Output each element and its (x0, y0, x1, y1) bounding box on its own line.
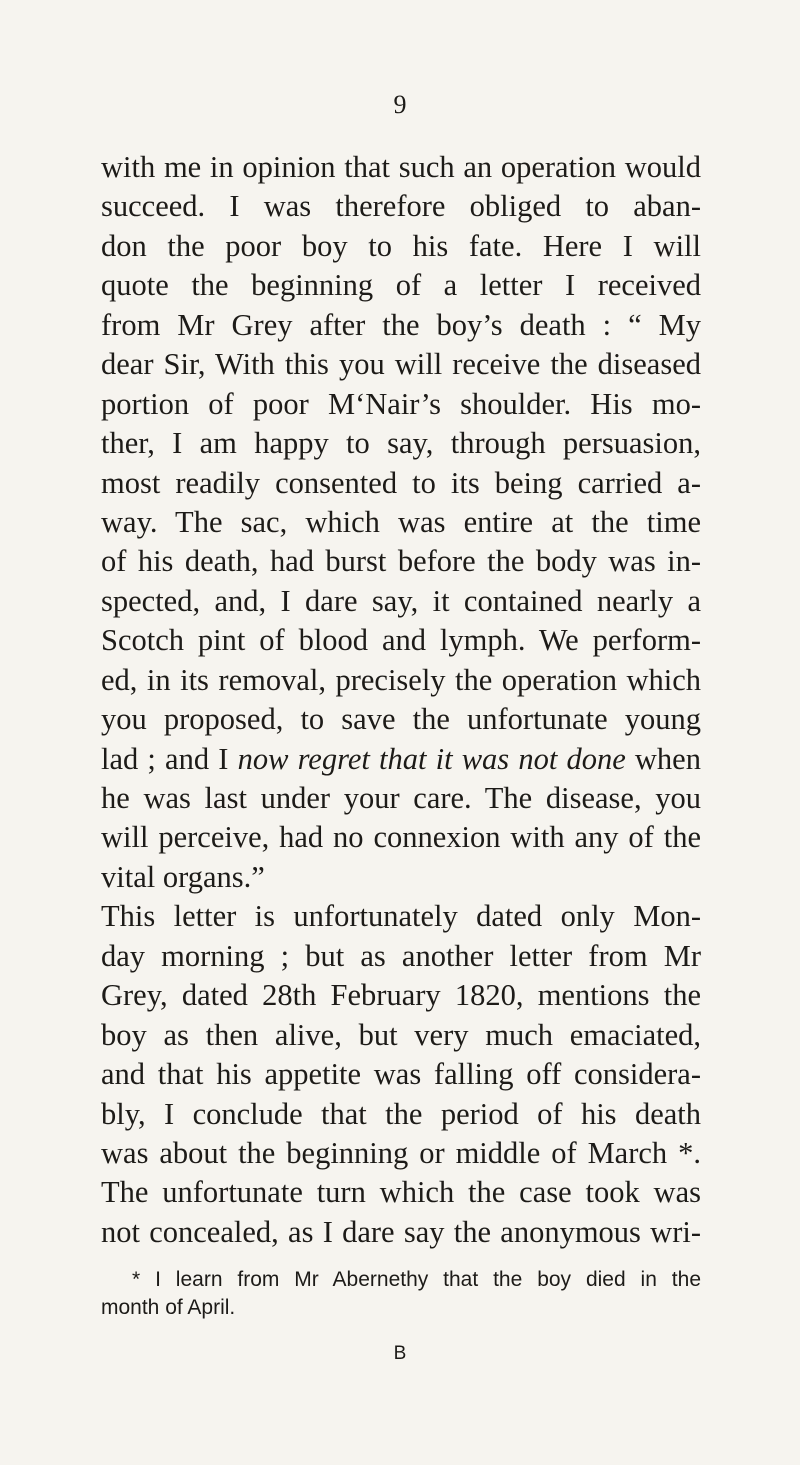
text-line: will perceive, had no connexion with any of the (101, 820, 701, 855)
text-line: and that his appetite was falling off considera- (101, 1057, 701, 1092)
text-line: with me in opinion that such an operation would (101, 150, 701, 184)
text-line: spected, and, I dare say, it contained nearly a (101, 583, 701, 618)
text-line: bly, I conclude that the period of his death (101, 1096, 701, 1131)
footnote (101, 1266, 701, 1322)
text-line: he was last under your care. The disease, you (101, 781, 701, 815)
text-line: The unfortunate turn which the case took was (101, 1175, 701, 1210)
text-line: you proposed, to save the unfortunate young (101, 702, 701, 737)
page-number: 9 (393, 90, 407, 119)
text-line: of his death, had burst before the body was in- (101, 544, 701, 579)
footnote-line: month of April. (101, 1296, 236, 1319)
text-line: don the poor boy to his fate. Here I will (101, 228, 701, 263)
footnote-line: * I learn from Mr Abernethy that the boy died in the (132, 1268, 701, 1291)
text-line: boy as then alive, but very much emaciated, (101, 1017, 701, 1052)
italic-emphasis: now regret that it was not done (237, 741, 626, 776)
text-line: ed, in its removal, precisely the operation which (101, 662, 701, 697)
text-line: dear Sir, With this you will receive the diseased (101, 347, 701, 382)
text-line: vital organs.” (101, 859, 265, 894)
main-text (101, 148, 701, 1252)
text-line: most readily consented to its being carried a- (101, 465, 701, 500)
text-line: not concealed, as I dare say the anonymous wri- (101, 1214, 701, 1249)
text-line: from Mr Grey after the boy’s death : “ My (101, 307, 701, 342)
text-line: Grey, dated 28th February 1820, mentions the (101, 978, 701, 1013)
signature-mark: B (393, 1343, 407, 1364)
text-line: ther, I am happy to say, through persuasion, (101, 426, 701, 461)
text-line: quote the beginning of a letter I received (101, 268, 701, 303)
text-line: day morning ; but as another letter from Mr (101, 938, 701, 973)
text-line: was about the beginning or middle of March *. (101, 1135, 701, 1170)
text-segment: lad ; and I (101, 741, 238, 776)
text-line: Scotch pint of blood and lymph. We perform- (101, 623, 701, 658)
text-segment: when (625, 741, 701, 776)
text-line-with-italic (101, 740, 701, 779)
text-line: portion of poor M‘Nair’s shoulder. His mo- (101, 386, 701, 421)
text-line: This letter is unfortunately dated only Mon- (101, 899, 701, 934)
text-line: way. The sac, which was entire at the time (101, 504, 701, 539)
text-line: succeed. I was therefore obliged to aban- (101, 189, 701, 224)
